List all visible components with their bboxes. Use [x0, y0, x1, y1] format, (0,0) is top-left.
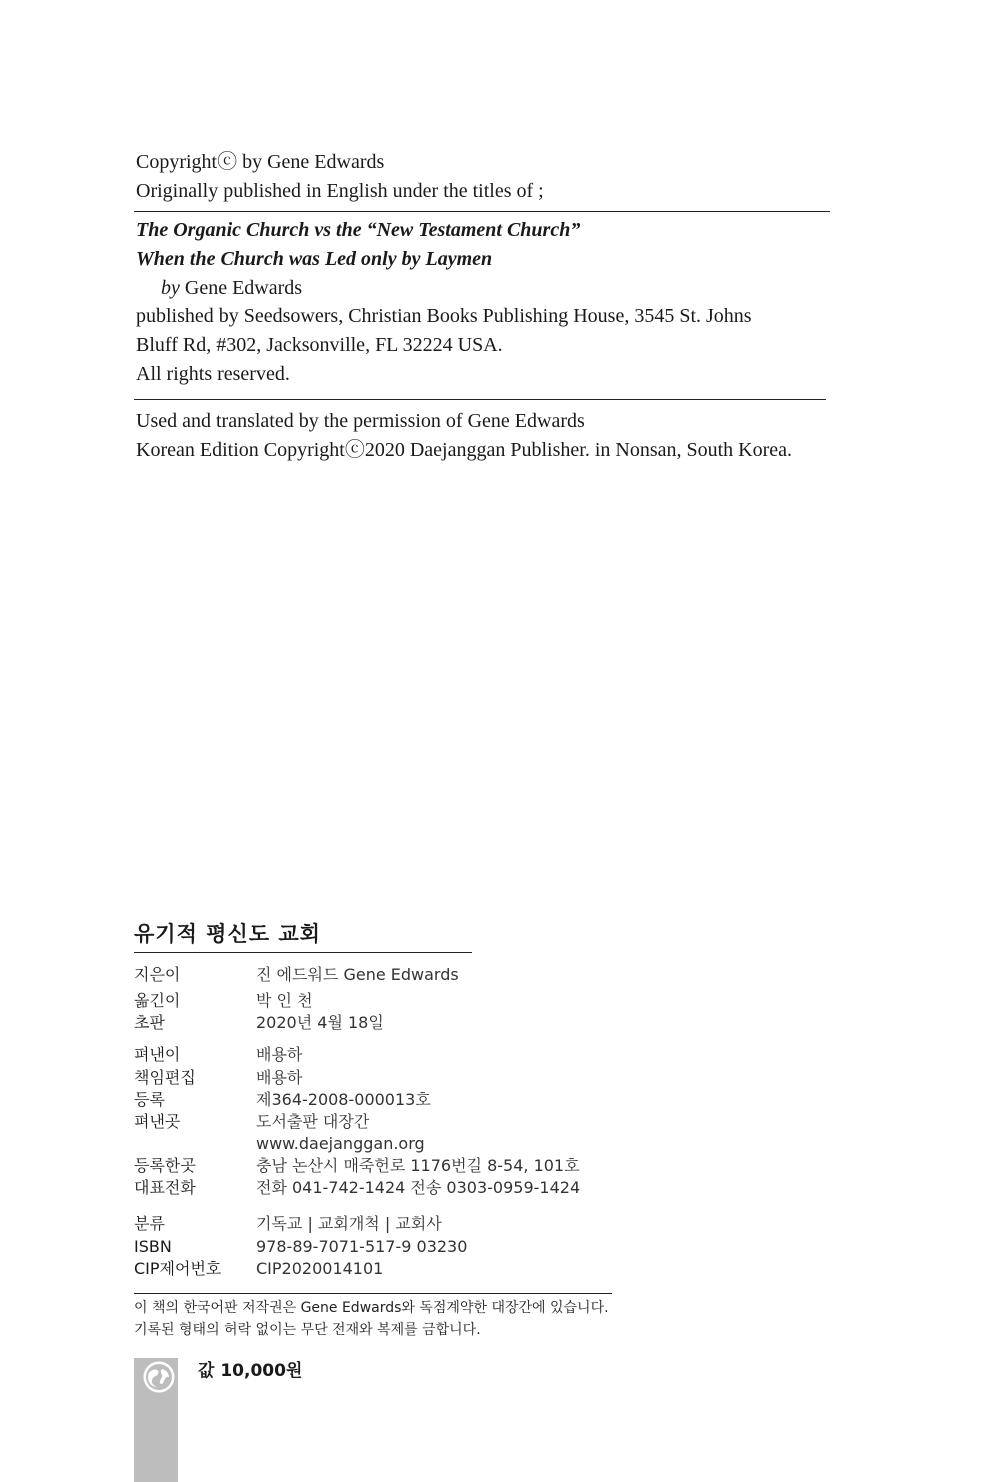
info-row: 등록한곳 충남 논산시 매죽헌로 1176번길 8-54, 101호: [134, 1156, 580, 1175]
info-row: www.daejanggan.org: [256, 1134, 425, 1153]
copyright-notice-1: 이 책의 한국어판 저작권은 Gene Edwards와 독점계약한 대장간에 있습니다.: [134, 1300, 609, 1316]
info-row: 펴낸이 배용하: [134, 1045, 303, 1064]
info-row: 초판 2020년 4월 18일: [134, 1013, 384, 1032]
info-row: ISBN 978-89-7071-517-9 03230: [134, 1237, 468, 1256]
author-name: Gene Edwards: [179, 277, 303, 299]
divider-middle: [134, 399, 826, 400]
korean-edition-line: Korean Edition Copyrightⓒ2020 Daejanggan Publisher. in Nonsan, South Korea.: [136, 439, 793, 461]
divider-top: [134, 211, 830, 212]
info-row: 책임편집 배용하: [134, 1068, 303, 1087]
book-title: 유기적 평신도 교회: [134, 922, 321, 946]
rights-line: All rights reserved.: [136, 363, 290, 385]
publisher-line-2: Bluff Rd, #302, Jacksonville, FL 32224 USA.: [136, 334, 503, 356]
copyright-line: Copyrightⓒ by Gene Edwards: [136, 151, 385, 173]
by-word: by: [161, 277, 180, 299]
original-title-2: When the Church was Led only by Laymen: [136, 248, 493, 270]
info-row: 분류 기독교 | 교회개척 | 교회사: [134, 1214, 442, 1233]
copyright-notice-2: 기록된 형태의 허락 없이는 무단 전재와 복제를 금합니다.: [134, 1322, 481, 1338]
publisher-line-1: published by Seedsowers, Christian Books Publishing House, 3545 St. Johns: [136, 305, 752, 327]
globe-logo-icon: [142, 1360, 176, 1394]
info-row: 펴낸곳 도서출판 대장간: [134, 1112, 370, 1131]
info-row: CIP제어번호 CIP2020014101: [134, 1259, 384, 1278]
price-label: 값 10,000원: [198, 1361, 303, 1381]
author-line: [161, 274, 302, 303]
notice-divider: [134, 1293, 612, 1294]
info-row: 옮긴이 박 인 천: [134, 991, 313, 1010]
title-underline: [134, 952, 472, 953]
info-row: 지은이 진 에드워드 Gene Edwards: [134, 965, 459, 984]
permission-line: Used and translated by the permission of Gene Edwards: [136, 410, 585, 432]
info-row: 대표전화 전화 041-742-1424 전송 0303-0959-1424: [134, 1178, 581, 1197]
info-row: 등록 제364-2008-000013호: [134, 1090, 431, 1109]
original-title-1: The Organic Church vs the “New Testament Church”: [136, 219, 581, 241]
original-titles-line: Originally published in English under the titles of ;: [136, 180, 544, 202]
